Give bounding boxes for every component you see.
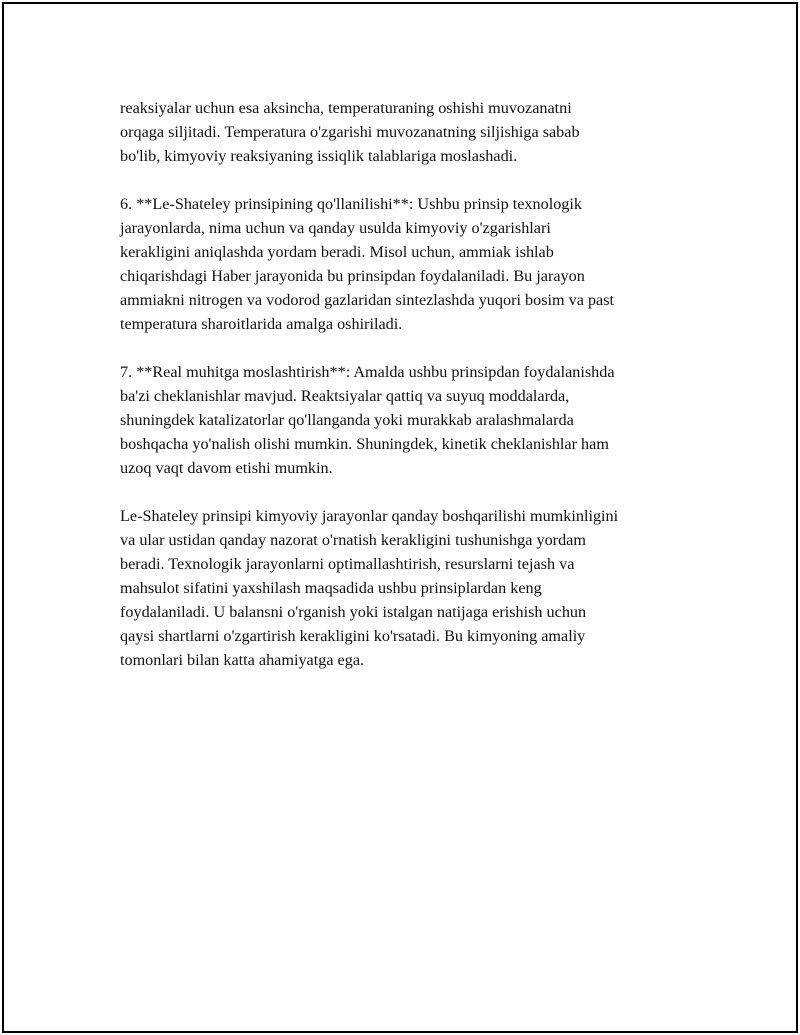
paragraph-item-7-real-environment [120, 360, 695, 480]
text-line: jarayonlarda, nima uchun va qanday usulda kimyoviy o'zgarishlari [120, 219, 551, 237]
text-line: ba'zi cheklanishlar mavjud. Reaktsiyalar qattiq va suyuq moddalarda, [120, 387, 570, 405]
document-page [2, 2, 798, 1033]
text-line: Le-Shateley prinsipi kimyoviy jarayonlar qanday boshqarilishi mumkinligini [120, 507, 619, 525]
text-line: 7. **Real muhitga moslashtirish**: Amalda ushbu prinsipdan foydalanishda [120, 363, 615, 381]
text-line: 6. **Le-Shateley prinsipining qo'llanilishi**: Ushbu prinsip texnologik [120, 195, 582, 213]
text-line: foydalaniladi. U balansni o'rganish yoki istalgan natijaga erishish uchun [120, 603, 587, 621]
text-line: qaysi shartlarni o'zgartirish kerakligini ko'rsatadi. Bu kimyoning amaliy [120, 627, 586, 645]
paragraph-conclusion [120, 504, 695, 672]
text-line: kerakligini aniqlashda yordam beradi. Misol uchun, ammiak ishlab [120, 243, 554, 261]
text-line: orqaga siljitadi. Temperatura o'zgarishi muvozanatning siljishiga sabab [120, 123, 580, 141]
text-line: boshqacha yo'nalish olishi mumkin. Shuningdek, kinetik cheklanishlar ham [120, 435, 609, 453]
text-line: temperatura sharoitlarida amalga oshiriladi. [120, 315, 403, 333]
text-line: ammiakni nitrogen va vodorod gazlaridan sintezlashda yuqori bosim va past [120, 291, 615, 309]
text-line: reaksiyalar uchun esa aksincha, temperaturaning oshishi muvozanatni [120, 99, 572, 117]
text-line: va ular ustidan qanday nazorat o'rnatish kerakligini tushunishga yordam [120, 531, 586, 549]
text-line: tomonlari bilan katta ahamiyatga ega. [120, 651, 365, 669]
text-line: chiqarishdagi Haber jarayonida bu prinsipdan foydalaniladi. Bu jarayon [120, 267, 585, 285]
text-line: mahsulot sifatini yaxshilash maqsadida ushbu prinsiplardan keng [120, 579, 542, 597]
paragraph-temperature-effect [120, 96, 695, 168]
paragraph-item-6-application [120, 192, 695, 336]
text-line: beradi. Texnologik jarayonlarni optimallashtirish, resurslarni tejash va [120, 555, 575, 573]
text-line: shuningdek katalizatorlar qo'llanganda yoki murakkab aralashmalarda [120, 411, 574, 429]
text-line: bo'lib, kimyoviy reaksiyaning issiqlik talablariga moslashadi. [120, 147, 518, 165]
text-line: uzoq vaqt davom etishi mumkin. [120, 459, 333, 477]
document-body [120, 96, 695, 696]
